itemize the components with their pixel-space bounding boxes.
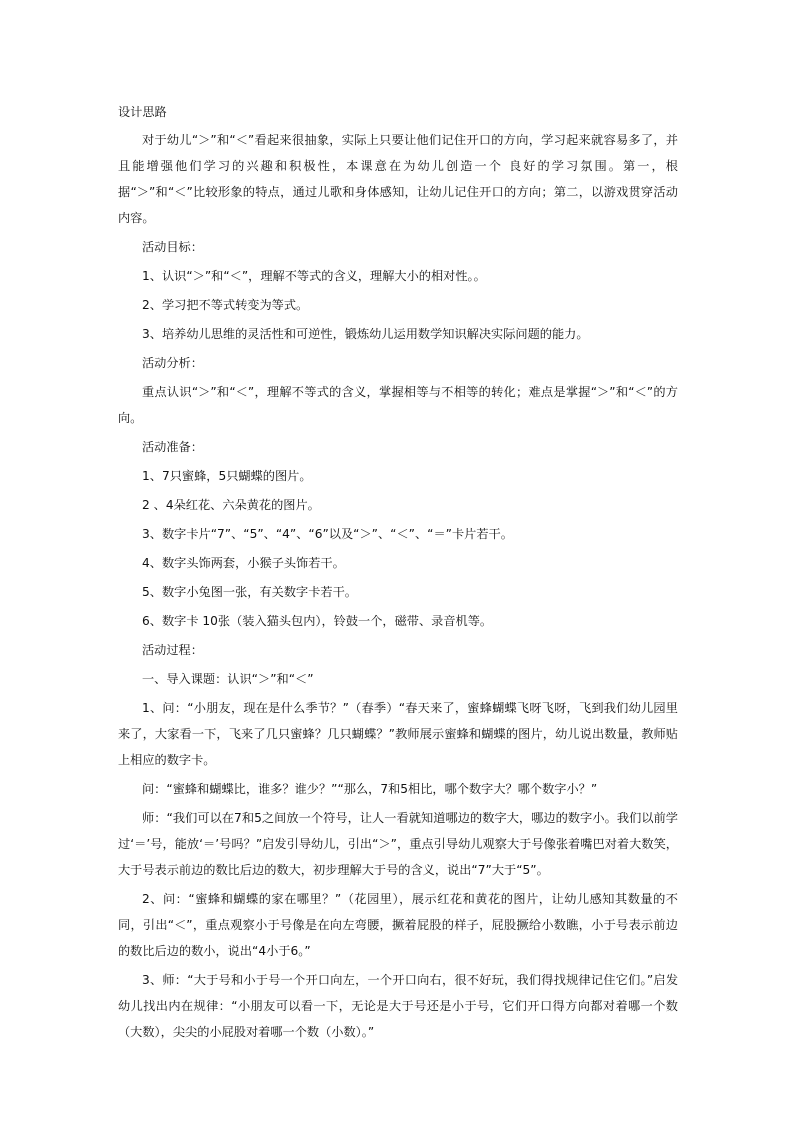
- paragraph-prep-6: 6、数字卡 10张（装入猫头包内），铃鼓一个，磁带、录音机等。: [142, 614, 493, 628]
- document-body: [118, 99, 678, 1048]
- paragraph-goal-3: 3、培养幼儿思维的灵活性和可逆性，锻炼幼儿运用数学知识解决实际问题的能力。: [142, 327, 589, 341]
- paragraph-analysis: 重点认识“＞”和“＜”，理解不等式的含义，掌握相等与不相等的转化；难点是掌握“＞”和“＜”的方向。: [118, 385, 678, 425]
- paragraph-goal-1: 1、认识“＞”和“＜”，理解不等式的含义，理解大小的相对性。。: [142, 269, 486, 283]
- paragraph-teacher-1: 师：“我们可以在7和5之间放一个符号，让人一看就知道哪边的数字大，哪边的数字小。我们以前学过‘＝’号，能放‘＝’号吗？”启发引导幼儿，引出“＞”，重点引导幼儿观察大于号像张着嘴巴对着大数笑，大于号表示前边的数比后边的数大，初步理解大于号的含义，说出“7”大于“5”。: [118, 811, 678, 877]
- paragraph-process-1: 1、问：“小朋友，现在是什么季节？”（春季）“春天来了，蜜蜂蝴蝶飞呀飞呀，飞到我们幼儿园里来了，大家看一下，飞来了几只蜜蜂？几只蝴蝶？”教师展示蜜蜂和蝴蝶的图片，幼儿说出数量，教师贴上相应的数字卡。: [118, 701, 678, 767]
- paragraph-process-intro: 一、导入课题：认识“＞”和“＜”: [142, 672, 314, 686]
- paragraph-prep-1: 1、7只蜜蜂，5只蝴蝶的图片。: [142, 469, 312, 483]
- paragraph-goal-2: 2、学习把不等式转变为等式。: [142, 298, 309, 312]
- paragraph-prep-3: 3、数字卡片“7”、“5”、“4”、“6”以及“＞”、“＜”、“＝”卡片若干。: [142, 527, 513, 541]
- paragraph-process-heading: 活动过程：: [142, 643, 203, 657]
- paragraph-question: 问：“蜜蜂和蝴蝶比，谁多？谁少？”“那么，7和5相比，哪个数字大？哪个数字小？”: [142, 782, 598, 796]
- paragraph-prep-2: 2 、4朵红花、六朵黄花的图片。: [142, 498, 320, 512]
- section-heading: 设计思路: [118, 105, 167, 119]
- paragraph-goals-heading: 活动目标：: [142, 240, 203, 254]
- paragraph-prep-4: 4、数字头饰两套，小猴子头饰若干。: [142, 556, 345, 570]
- paragraph-analysis-heading: 活动分析：: [142, 356, 203, 370]
- paragraph-process-2: 2、问：“蜜蜂和蝴蝶的家在哪里？”（花园里），展示红花和黄花的图片，让幼儿感知其数量的不同，引出“＜”，重点观察小于号像是在向左弯腰，撅着屁股的样子，屁股撅给小数瞧，小于号表示前边的数比后边的数小，说出“4小于6。”: [118, 892, 678, 958]
- paragraph-prep-5: 5、数字小兔图一张，有关数字卡若干。: [142, 585, 357, 599]
- paragraph-process-3: 3、师：“大于号和小于号一个开口向左，一个开口向右，很不好玩，我们得找规律记住它们。”启发幼儿找出内在规律：“小朋友可以看一下，无论是大于号还是小于号，它们开口得方向都对着哪一个数（大数），尖尖的小屁股对着哪一个数（小数）。”: [118, 973, 678, 1039]
- paragraph-prep-heading: 活动准备：: [142, 440, 203, 454]
- paragraph-design-idea: 对于幼儿“＞”和“＜”看起来很抽象，实际上只要让他们记住开口的方向，学习起来就容易多了，并且能增强他们学习的兴趣和积极性，本课意在为幼儿创造一个 良好的学习氛围。第一，根据“＞”和“＜”比较形象的特点，通过儿歌和身体感知，让幼儿记住开口的方向；第二，以游戏贯穿活动内容。: [118, 133, 678, 225]
